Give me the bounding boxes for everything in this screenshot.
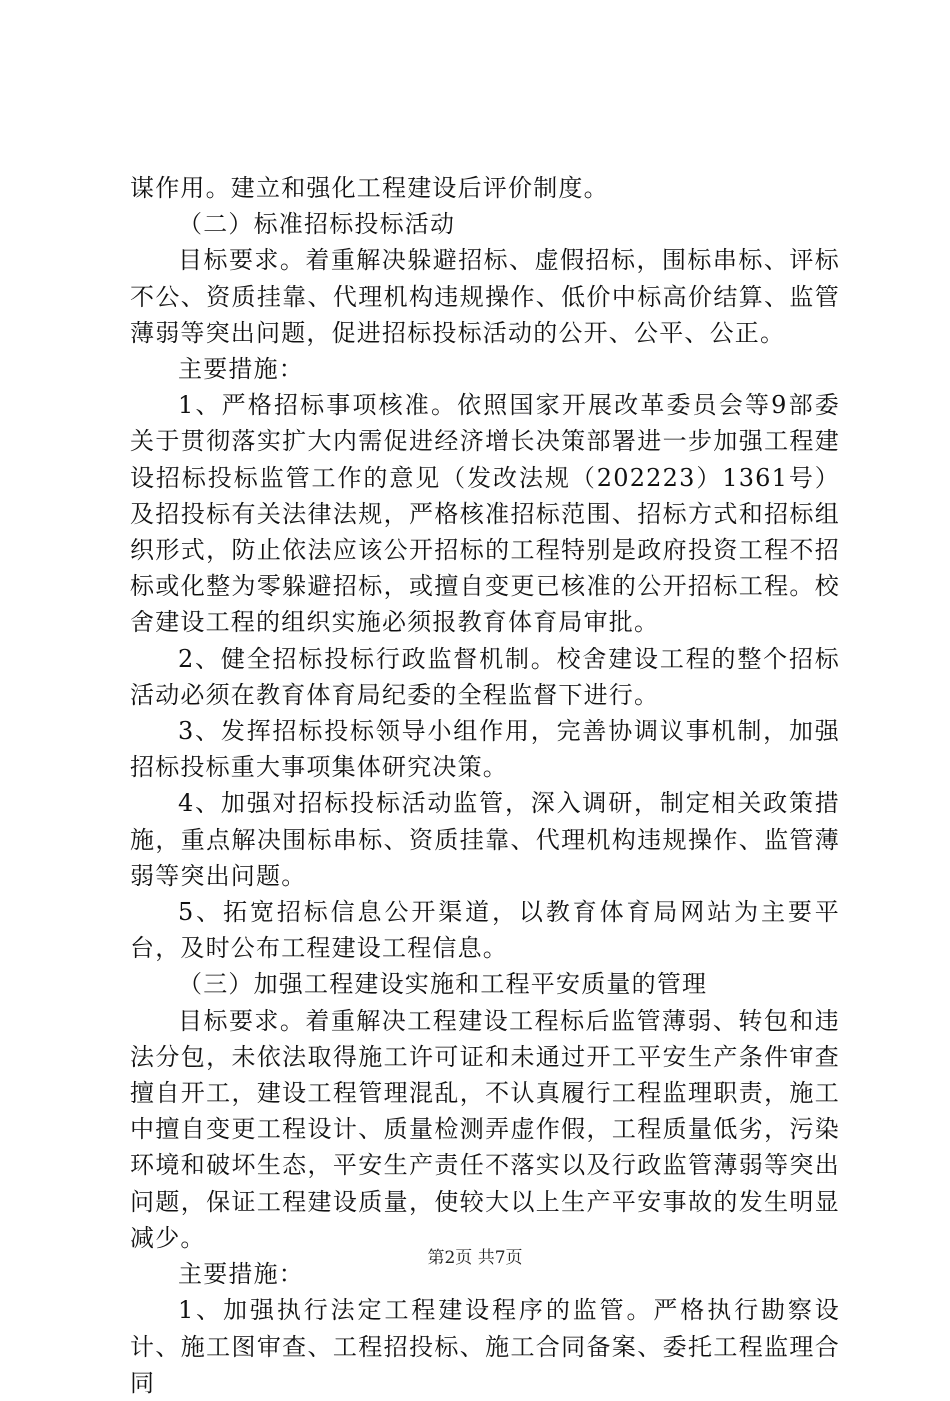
paragraph-11: 主要措施： — [178, 1260, 304, 1289]
paragraph-7: 4、加强对招标投标活动监管，深入调研，制定相关政策措施，重点解决围标串标、资质挂靠、代理机构违规操作、监管薄弱等突出问题。 — [130, 789, 840, 890]
section-heading-2: （二）标准招标投标活动 — [178, 210, 456, 239]
paragraph-6: 3、发挥招标投标领导小组作用，完善协调议事机制，加强招标投标重大事项集体研究决策。 — [130, 717, 840, 782]
document-body — [130, 170, 840, 1401]
section-heading-3: （三）加强工程建设实施和工程平安质量的管理 — [178, 970, 708, 999]
paragraph-12: 1、加强执行法定工程建设程序的监管。严格执行勘察设计、施工图审查、工程招投标、施工合同备案、委托工程监理合同 — [130, 1296, 840, 1397]
paragraph-0: 谋作用。建立和强化工程建设后评价制度。 — [130, 174, 609, 202]
paragraph-10: 目标要求。着重解决工程建设工程标后监管薄弱、转包和违法分包，未依法取得施工许可证和未通过开工平安生产条件审查擅自开工，建设工程管理混乱，不认真履行工程监理职责，施工中擅自变更工程设计、质量检测弄虚作假，工程质量低劣，污染环境和破坏生态，平安生产责任不落实以及行政监管薄弱等突出问题，保证工程建设质量，使较大以上生产平安事故的发生明显减少。 — [130, 1006, 840, 1252]
paragraph-4: 1、严格招标事项核准。依照国家开展改革委员会等9部委关于贯彻落实扩大内需促进经济增长决策部署进一步加强工程建设招标投标监管工作的意见（发改法规（202223）1361号）及招投标有关法律法规，严格核准招标范围、招标方式和招标组织形式，防止依法应该公开招标的工程特别是政府投资工程不招标或化整为零躲避招标，或擅自变更已核准的公开招标工程。校舍建设工程的组织实施必须报教育体育局审批。 — [130, 391, 840, 637]
paragraph-8: 5、拓宽招标信息公开渠道，以教育体育局网站为主要平台，及时公布工程建设工程信息。 — [130, 898, 840, 963]
paragraph-3: 主要措施： — [178, 355, 304, 384]
paragraph-2: 目标要求。着重解决躲避招标、虚假招标，围标串标、评标不公、资质挂靠、代理机构违规操作、低价中标高价结算、监管薄弱等突出问题，促进招标投标活动的公开、公平、公正。 — [130, 246, 840, 347]
page-number-footer: 第2页 共7页 — [427, 1248, 523, 1268]
paragraph-5: 2、健全招标投标行政监督机制。校舍建设工程的整个招标活动必须在教育体育局纪委的全程监督下进行。 — [130, 644, 840, 709]
